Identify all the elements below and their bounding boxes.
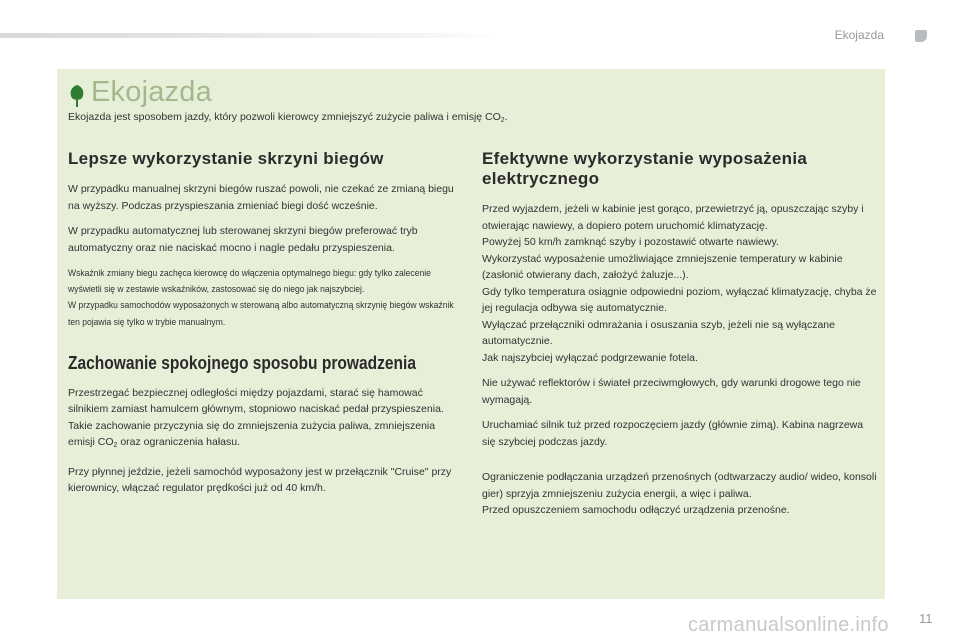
paragraph: Nie używać reflektorów i świateł przeciwmgłowych, gdy warunki drogowe tego nie wymagają. — [482, 377, 861, 406]
section-heading-electrical: Efektywne wykorzystanie wyposażenia elektrycznego — [482, 149, 808, 188]
paragraph: Przy płynnej jeździe, jeżeli samochód wyposażony jest w przełącznik "Cruise" przy kierownicy, włączać regulator prędkości już od 40 km/h. — [68, 465, 452, 495]
section-heading-gearbox: Lepsze wykorzystanie skrzyni biegów — [68, 149, 384, 168]
note-paragraph: Wskaźnik zmiany biegu zachęca kierowcę do włączenia optymalnego biegu: gdy tylko zalecenie wyświetli się w zestawie wskaźników, zastosować się do niego jak najszybciej. — [68, 268, 431, 295]
paragraph: Uruchamiać silnik tuż przed rozpoczęciem jazdy (głównie zimą). Kabina nagrzewa się szybciej podczas jazdy. — [482, 419, 864, 448]
paragraph: Powyżej 50 km/h zamknąć szyby i pozostawić otwarte nawiewy. — [482, 236, 779, 248]
note-paragraph: W przypadku samochodów wyposażonych w sterowaną albo automatyczną skrzynię biegów wskaźnik ten pojawia się tylko w trybie manualnym. — [68, 300, 454, 327]
paragraph: Gdy tylko temperatura osiągnie odpowiedni poziom, wyłączać klimatyzację, chyba że jej regulacja odbywa się automatycznie. — [482, 285, 877, 314]
paragraph: W przypadku automatycznej lub sterowanej skrzyni biegów preferować tryb automatyczny oraz nie naciskać mocno i nagle pedału przyspieszenia. — [68, 225, 418, 254]
header-tab-marker — [915, 30, 927, 42]
right-column — [482, 149, 877, 528]
header-section-title: Ekojazda — [834, 28, 884, 42]
paragraph: Ograniczenie podłączania urządzeń przenośnych (odtwarzaczy audio/ wideo, konsoli gier) sprzyja zmniejszeniu zużycia energii, a więc i paliwa. — [482, 471, 877, 500]
paragraph: Przed opuszczeniem samochodu odłączyć urządzenia przenośne. — [482, 504, 790, 516]
paragraph: W przypadku manualnej skrzyni biegów ruszać powoli, nie czekać ze zmianą biegu na wyższy. Podczas przyspieszania zmieniać biegi dość wcześnie. — [68, 183, 454, 212]
watermark: carmanualsonline.info — [688, 614, 889, 636]
header-rule — [0, 33, 500, 38]
section-heading-driving: Zachowanie spokojnego sposobu prowadzenia — [68, 351, 416, 373]
page-title: Ekojazda — [91, 76, 212, 108]
tree-icon — [67, 84, 87, 108]
paragraph: Przed wyjazdem, jeżeli w kabinie jest gorąco, przewietrzyć ją, opuszczając szyby i otwierając nawiewy, a dopiero potem uruchomić klimatyzację. — [482, 203, 864, 232]
page-number: 11 — [919, 611, 933, 626]
paragraph: Przestrzegać bezpiecznej odległości między pojazdami, starać się hamować silnikiem zamiast hamulcem głównym, stopniowo naciskać pedał przyspieszenia. Takie zachowanie przyczynia się do zmniejszenia zużycia paliwa, zmniejszenia emisji $CO_2$ oraz ograniczenia hałasu. — [68, 386, 444, 450]
paragraph: Jak najszybciej wyłączać podgrzewanie fotela. — [482, 351, 698, 364]
paragraph: Wyłączać przełączniki odmrażania i osuszania szyb, jeżeli nie są wyłączane automatycznie. — [482, 318, 835, 347]
intro-text: Ekojazda jest sposobem jazdy, który pozwoli kierowcy zmniejszyć zużycie paliwa i emisję $CO_2$. — [68, 111, 508, 124]
left-column — [68, 149, 463, 506]
paragraph: Wykorzystać wyposażenie umożliwiające zmniejszenie temperatury w kabinie (zasłonić otwierany dach, założyć żaluzje...). — [482, 252, 843, 281]
